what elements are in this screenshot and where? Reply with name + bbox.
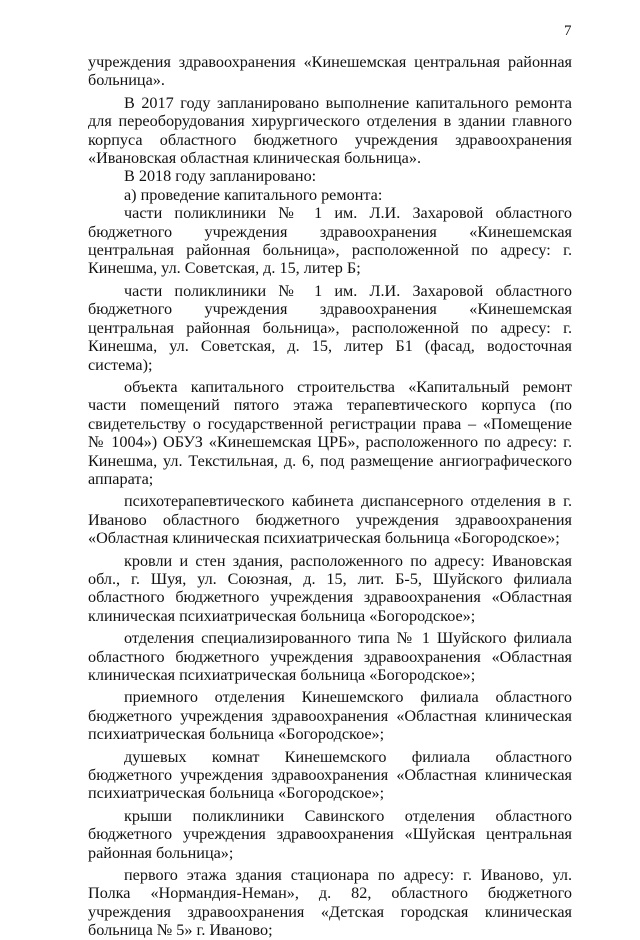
paragraph-7: объекта капитального строительства «Капитальный ремонт части помещений пятого этажа терапевтического корпуса (по свидетельству о государственной регистрации права – «Помещение № 1004») ОБУЗ «Кинешемская ЦРБ», расположенного по адресу: г. Кинешма, ул. Текстильная, д. 6, под размещение ангиографического аппарата; [88, 377, 572, 488]
paragraph-14: первого этажа здания стационара по адресу: г. Иваново, ул. Полка «Нормандия-Неман», д. 82, областного бюджетного учреждения здравоохранения «Детская городская клиническая больница № 5» г. Иваново; [88, 866, 572, 940]
paragraph-12: душевых комнат Кинешемского филиала областного бюджетного учреждения здравоохранения «Областная клиническая психиатрическая больница «Богородское»; [88, 747, 572, 803]
paragraph-2: В 2017 году запланировано выполнение капитального ремонта для переоборудования хирургического отделения в здании главного корпуса областного бюджетного учреждения здравоохранения «Ивановская областная клиническая больница». [88, 93, 572, 168]
paragraph-1: учреждения здравоохранения «Кинешемская центральная районная больница». [88, 53, 572, 90]
paragraph-9: кровли и стен здания, расположенного по адресу: Ивановская обл., г. Шуя, ул. Союзная, д. 15, лит. Б-5, Шуйского филиала областного бюджетного учреждения здравоохранения «Областная клиническая психиатрическая больница «Богородское»; [88, 551, 572, 625]
paragraph-3: В 2018 году запланировано: [124, 167, 317, 186]
paragraph-4: а) проведение капитального ремонта: [124, 185, 383, 204]
paragraph-5: части поликлиники № 1 им. Л.И. Захаровой областного бюджетного учреждения здравоохранения «Кинешемская центральная районная больница», расположенной по адресу: г. Кинешма, ул. Советская, д. 15, литер Б; [88, 204, 572, 278]
paragraph-8: психотерапевтического кабинета диспансерного отделения в г. Иваново областного бюджетного учреждения здравоохранения «Областная клиническая психиатрическая больница «Богородское»; [88, 492, 572, 548]
page-number: 7 [564, 23, 572, 39]
paragraph-6: части поликлиники № 1 им. Л.И. Захаровой областного бюджетного учреждения здравоохранения «Кинешемская центральная районная больница», расположенной по адресу: г. Кинешма, ул. Советская, д. 15, литер Б1 (фасад, водосточная система); [88, 281, 572, 374]
paragraph-11: приемного отделения Кинешемского филиала областного бюджетного учреждения здравоохранения «Областная клиническая психиатрическая больница «Богородское»; [88, 688, 572, 744]
paragraph-10: отделения специализированного типа № 1 Шуйского филиала областного бюджетного учреждения здравоохранения «Областная клиническая психиатрическая больница «Богородское»; [88, 629, 572, 684]
document-body [88, 53, 572, 940]
paragraph-13: крыши поликлиники Савинского отделения областного бюджетного учреждения здравоохранения «Шуйская центральная районная больница»; [88, 806, 572, 862]
